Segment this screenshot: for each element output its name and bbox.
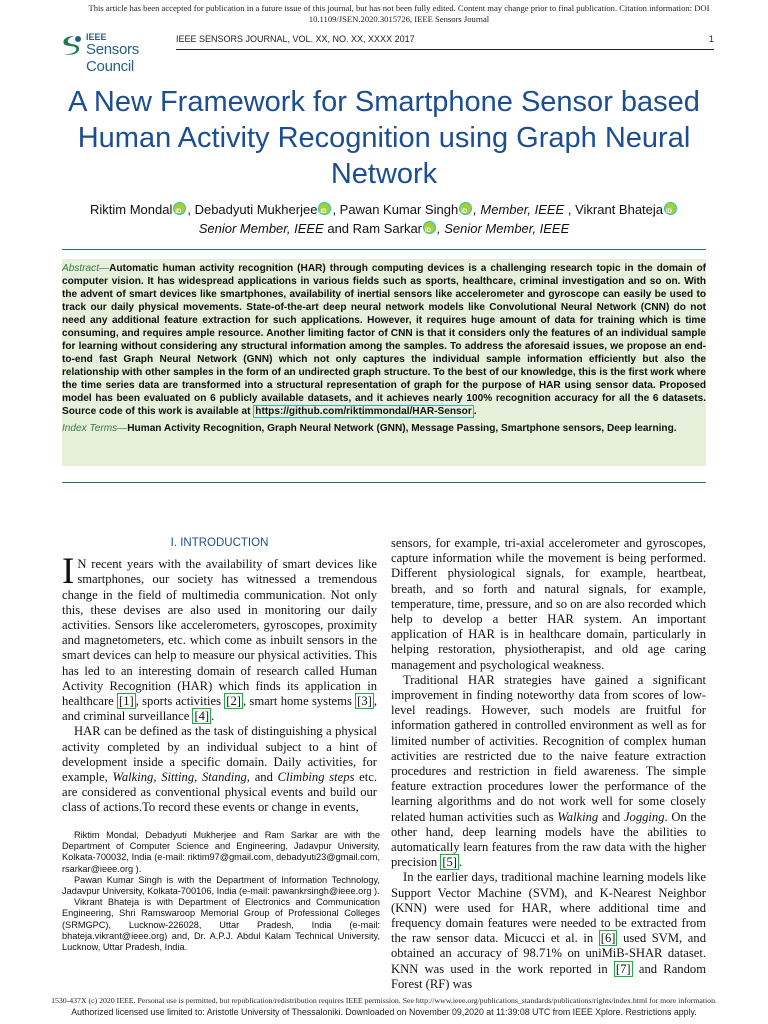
header-rule <box>176 49 714 50</box>
left-column <box>62 536 377 816</box>
author-separator: , <box>187 202 195 217</box>
paragraph-text: HAR can be defined as the task of distinguishing a physical activity completed by an individual subject to a hint of development inside a specific domain. Daily activities, for example, <box>62 724 377 785</box>
source-code-link[interactable]: https://github.com/riktimmondal/HAR-Sensor <box>255 406 472 417</box>
citation-link[interactable]: [3] <box>357 694 372 709</box>
paragraph-text: and <box>249 770 278 785</box>
abstract-end: . <box>473 406 477 417</box>
author-name: Vikrant Bhateja <box>575 202 664 217</box>
citation-link[interactable]: [2] <box>226 694 241 709</box>
logo-ieee-text: IEEE <box>86 32 107 42</box>
emphasis-text: Walking <box>557 809 599 824</box>
orcid-icon[interactable] <box>173 202 186 215</box>
paragraph-text: N recent years with the availability of smart devices like smartphones, our society has witnessed a tremendous change in the field of multimedia communication. Not only this, these devises are also used in monitoring our daily activities. Sensors like accelerometers, gyroscopes, proximity and magnetometers, etc. which come as inbuilt sensors in the smart devices can help to measure our physical activities. This has led to an interesting domain of research called Human Activity Recognition (HAR) which finds its application in healthcare <box>62 557 377 709</box>
paragraph-text: , and criminal surveillance <box>62 694 377 724</box>
intro-paragraph-2 <box>62 724 377 815</box>
author-separator: and <box>323 221 353 236</box>
abstract-box <box>62 259 706 466</box>
paragraph-text: and Random Forest (RF) was <box>391 961 706 991</box>
intro-paragraph-4 <box>391 673 706 871</box>
paragraph-text: Traditional HAR strategies have gained a significant improvement in finding noteworthy data from scores of low-level readings. However, such models are fruitful for information gathered in controlled environment as well as for limited number of activities. Recognition of complex human activities are restricted due to the naive feature extraction procedures and restriction in field awareness. The simple feature extraction procedures lower the performance of the learning algorithms and do not work well for some closely related human activities such as <box>391 672 706 824</box>
paragraph-text: etc. are considered as conventional physical events and build our class of actions.To record these events or change in events, <box>62 770 377 815</box>
citation-link[interactable]: [5] <box>442 855 457 870</box>
section-heading: I. INTRODUCTION <box>170 537 269 549</box>
author-separator: , <box>564 202 576 217</box>
paragraph-text: . <box>211 709 215 724</box>
emphasis-text: Climbing steps <box>277 770 355 785</box>
author-name: Debadyuti Mukherjee <box>194 202 318 217</box>
paragraph-text: , sports activities <box>135 694 225 709</box>
emphasis-text: Jogging <box>623 809 665 824</box>
paragraph-text: , smart home systems <box>242 694 356 709</box>
author-name: Pawan Kumar Singh <box>339 202 459 217</box>
author-name: Riktim Mondal <box>89 202 173 217</box>
abstract-text: Automatic human activity recognition (HAR) through computing devices is a challenging research topic in the domain of computer vision. It has widespread applications in various fields such as sports, healthcare, criminal investigation and so on. With the advent of smart devices like smartphones, availability of inertial sensors like accelerometer and gyroscope can easily be used to track our daily physical movements. State-of-the-art deep neural network models like Convolutional Neural Network (CNN) do not need any additional feature extraction for such applications. However, it requires huge amount of data for training which is time consuming, and requires ample resource. Another limiting factor of CNN is that it considers only the features of an individual sample for learning without considering any structural information among the samples. To address the aforesaid issues, we propose an end-to-end fast Graph Neural Network (GNN) which not only captures the individual sample information efficiently but also the relationship with other samples in the form of an undirected graph structure. To the best of our knowledge, this is the first work where the time series data are transformed into a structural representation of graph for the purpose of HAR using sensor data. Proposed model has been evaluated on 6 publicly available datasets, and it achieves nearly 100% recognition accuracy for all the 6 datasets. Source code of this work is available at <box>62 263 706 417</box>
orcid-icon[interactable] <box>423 221 436 234</box>
author-role: , Member, IEEE <box>473 202 565 217</box>
citation-link[interactable]: [7] <box>615 961 631 976</box>
citation-link[interactable]: [4] <box>194 709 210 724</box>
author-name: Ram Sarkar <box>352 221 423 236</box>
accepted-article-note: This article has been accepted for publication in a future issue of this journal, but has not been fully edited. Content may change prior to final publication. Citation information: DOI 10.1109/JSEN.2020.3015726, IEEE Sensors Journal <box>88 3 710 24</box>
paper-title: A New Framework for Smartphone Sensor based Human Activity Recognition using Graph Neural Network <box>68 86 700 190</box>
paragraph-text: In the earlier days, traditional machine learning models like Support Vector Machine (SVM), and K-Nearest Neighbor (KNN) were used for HAR, where additional time and frequency domain features were needed to be extracted from the raw sensor data. Micucci et al. in <box>391 870 706 946</box>
paragraph-text: used SVM, and obtained an accuracy of 98.71% on uniMiB-SHAR dataset. KNN was used in the work reported in <box>391 931 706 976</box>
abstract <box>62 262 706 418</box>
paragraph-text: . <box>459 855 463 870</box>
license-notice: Authorized licensed use limited to: Aristotle University of Thessaloniki. Downloaded on November 09,2020 at 11:39:08 UTC from IEEE Xplore. Restrictions apply. <box>71 1007 697 1017</box>
abstract-top-rule <box>62 249 706 250</box>
right-column <box>391 536 706 992</box>
author-role: , Senior Member, IEEE <box>437 221 570 236</box>
sensors-council-logo-icon <box>60 34 84 56</box>
intro-paragraph-3: sensors, for example, tri-axial accelerometer and gyroscopes, capture information while the movement is being performed. Different physiological signals, for example, heartbeat, breath, and so forth and natural signals, for example, temperature, time, pressure, and so on are also recorded which help to develop a better HAR system. An important application of HAR is in healthcare domain, particularly in helping restoration, physiotherapist, and old age caring management and psychological weakness. <box>391 536 706 672</box>
intro-paragraph-5 <box>391 870 706 992</box>
abstract-label: Abstract— <box>62 263 110 274</box>
index-terms-label: Index Terms— <box>62 423 128 434</box>
ieee-sensors-council-logo <box>60 32 172 75</box>
emphasis-text: Walking, Sitting, Standing, <box>112 770 250 785</box>
footnote: Pawan Kumar Singh is with the Department of Information Technology, Jadavpur University, Kolkata-700106, India (e-mail: pawankrsingh@ieee.org ). <box>62 874 380 897</box>
author-separator: , <box>332 202 340 217</box>
page-number: 1 <box>708 34 714 44</box>
journal-header: IEEE SENSORS JOURNAL, VOL. XX, NO. XX, XXXX 2017 <box>176 34 415 44</box>
logo-council-text: Sensors Council <box>86 41 139 75</box>
copyright-notice: 1530-437X (c) 2020 IEEE. Personal use is permitted, but republication/redistribution requires IEEE permission. See http://www.ieee.org/publications_standards/publications/rights/index.html for more information. <box>51 996 717 1005</box>
citation-link[interactable]: [6] <box>600 931 616 946</box>
author-role: Senior Member, IEEE <box>198 221 324 236</box>
orcid-icon[interactable] <box>459 202 472 215</box>
footnote: Vikrant Bhateja is with Department of Electronics and Communication Engineering, Shri Ramswaroop Memorial Group of Professional Colleges (SRMGPC), Lucknow-226028, Uttar Pradesh, India (e-mail: bhateja.vikrant@ieee.org) and, Dr. A.P.J. Abdul Kalam Technical University, Lucknow, Uttar Pradesh, India. <box>62 897 380 953</box>
orcid-icon[interactable] <box>664 202 677 215</box>
author-list <box>60 200 708 238</box>
index-terms <box>62 422 706 435</box>
paragraph-text: . On the other hand, deep learning models have the abilities to automatically learn features from the raw data with the higher precision <box>391 809 706 870</box>
footnote: Riktim Mondal, Debadyuti Mukherjee and Ram Sarkar are with the Department of Computer Science and Engineering, Jadavpur University, Kolkata-700032, India (e-mail: riktim97@gmail.com, debadyuti23@gmail.com, rsarkar@ieee.org ). <box>62 830 380 874</box>
dropcap-letter: I <box>62 551 75 593</box>
citation-link[interactable]: [1] <box>119 694 134 709</box>
intro-paragraph-1 <box>62 551 377 724</box>
index-terms-text: Human Activity Recognition, Graph Neural Network (GNN), Message Passing, Smartphone sensors, Deep learning. <box>127 423 677 434</box>
orcid-icon[interactable] <box>318 202 331 215</box>
paragraph-text: and <box>598 809 624 824</box>
author-footnotes <box>62 830 380 953</box>
abstract-bottom-rule <box>62 482 706 483</box>
